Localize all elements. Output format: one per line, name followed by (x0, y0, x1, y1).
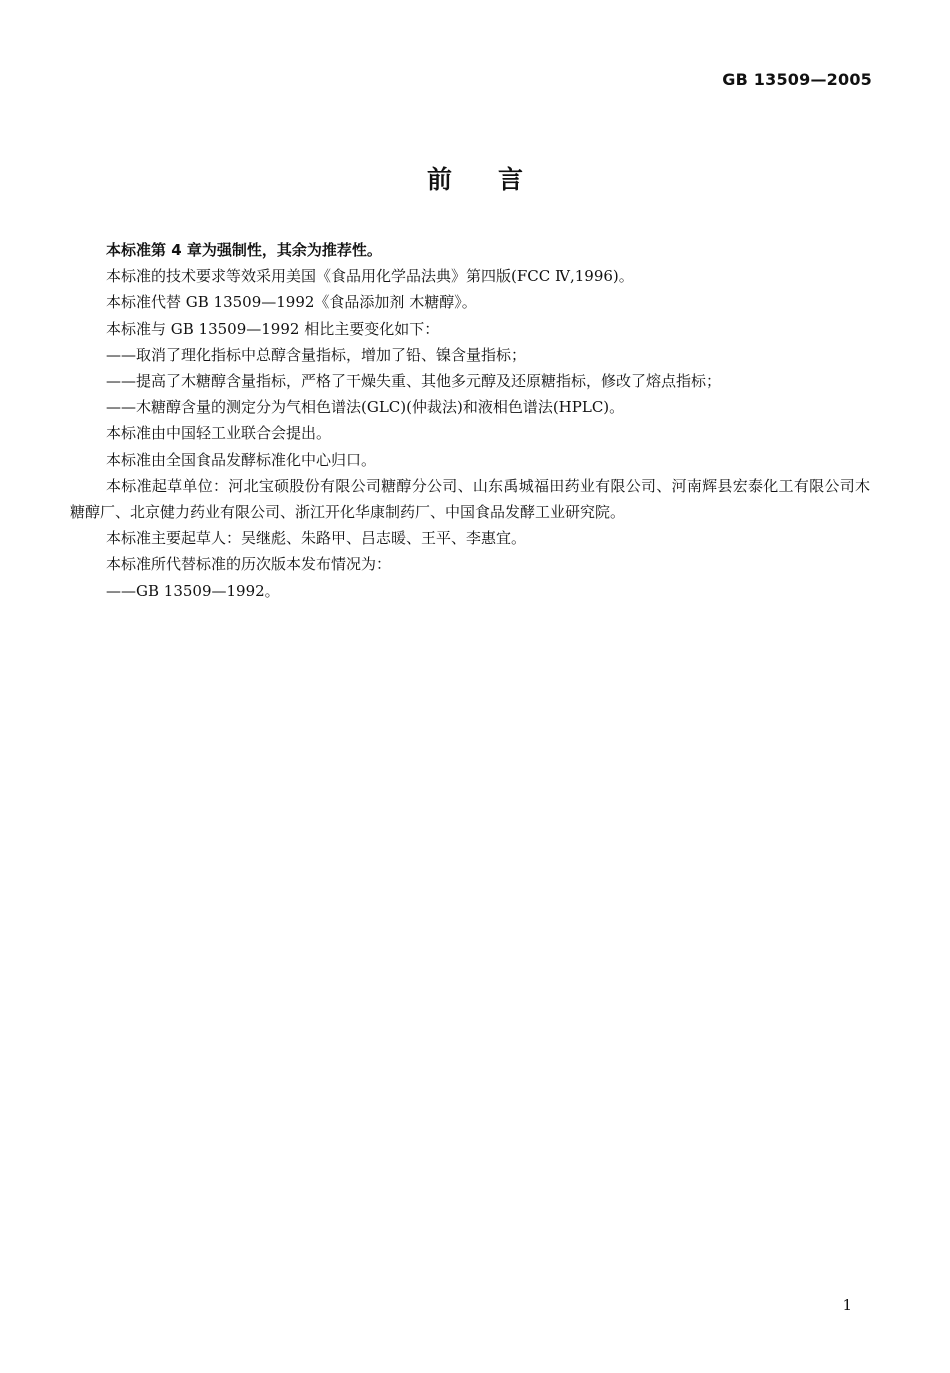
page-title: 前言 (426, 165, 569, 194)
history-intro-paragraph: 本标准所代替标准的历次版本发布情况为： (106, 555, 392, 574)
centralized-by-paragraph: 本标准由全国食品发酵标准化中心归口。 (106, 450, 377, 469)
drafters-paragraph: 本标准主要起草人：吴继彪、朱路甲、吕志暖、王平、李惠宜。 (106, 529, 527, 548)
page-number: 1 (842, 1296, 852, 1314)
drafting-units-paragraph: 本标准起草单位：河北宝硕股份有限公司糖醇分公司、山东禹城福田药业有限公司、河南辉县宏泰化工有限公司木糖醇厂、北京健力药业有限公司、浙江开化华康制药厂、中国食品发酵工业研究院。 (70, 476, 870, 522)
change-item-2: ——提高了木糖醇含量指标，严格了干燥失重、其他多元醇及还原糖指标，修改了熔点指标； (106, 372, 722, 391)
change-item-1: ——取消了理化指标中总醇含量指标，增加了铅、镍含量指标； (106, 345, 527, 364)
change-item-3: ——木糖醇含量的测定分为气相色谱法(GLC)(仲裁法)和液相色谱法(HPLC)。 (106, 398, 625, 417)
adoption-paragraph: 本标准的技术要求等效采用美国《食品用化学品法典》第四版(FCC Ⅳ,1996)。 (106, 267, 634, 286)
mandatory-clause-paragraph: 本标准第 4 章为强制性，其余为推荐性。 (106, 241, 382, 259)
proposer-paragraph: 本标准由中国轻工业联合会提出。 (106, 424, 332, 443)
history-item: ——GB 13509—1992。 (106, 581, 280, 600)
standard-code: GB 13509—2005 (722, 70, 872, 89)
foreword-body (70, 237, 870, 604)
replacement-paragraph: 本标准代替 GB 13509—1992《食品添加剂 木糖醇》。 (106, 293, 477, 312)
changes-intro-paragraph: 本标准与 GB 13509—1992 相比主要变化如下： (106, 319, 440, 338)
